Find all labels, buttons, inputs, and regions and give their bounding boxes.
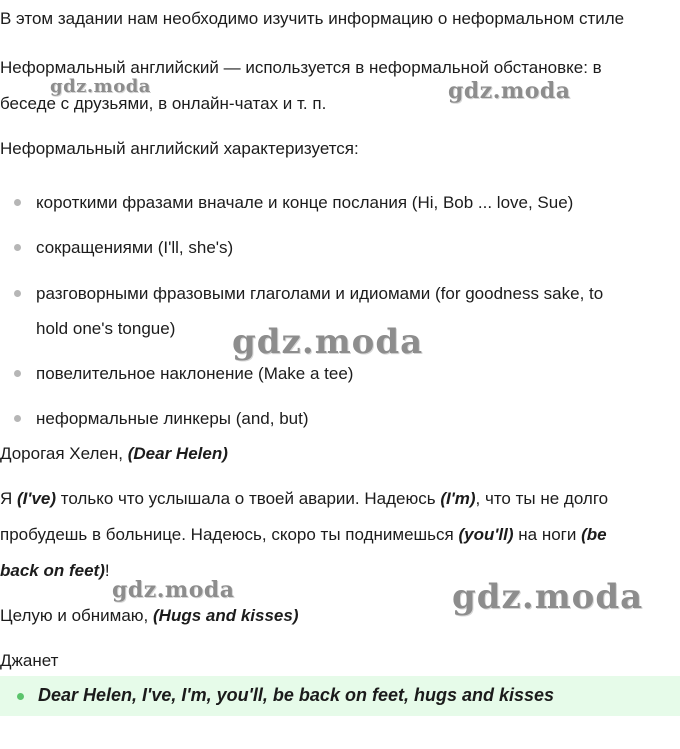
letter-text: пробудешь в больнице. Надеюсь, скоро ты поднимешься <box>0 525 454 544</box>
letter-line-3 <box>0 561 110 581</box>
list-item: неформальные линкеры (and, but) <box>36 409 309 428</box>
letter-text: Я <box>0 489 13 508</box>
greeting-ru: Дорогая Хелен, <box>0 444 123 463</box>
intro-text <box>0 6 680 39</box>
list-item-continuation: hold one's tongue) <box>36 319 176 338</box>
definition-line-2: беседе с друзьями, в онлайн-чатах и т. п. <box>0 94 327 113</box>
closing-en: (Hugs and kisses) <box>153 606 299 625</box>
greeting-en: (Dear Helen) <box>127 444 228 463</box>
definition-line-1: Неформальный английский — используется в неформальной обстановке: в <box>0 58 602 77</box>
letter-translation: back on feet) <box>0 561 105 580</box>
watermark-logo: gdz.moda <box>112 577 235 603</box>
watermark-logo: gdz.moda <box>232 322 424 362</box>
list-bullet <box>14 415 21 422</box>
list-bullet <box>14 244 21 251</box>
characteristics-heading: Неформальный английский характеризуется: <box>0 139 359 158</box>
watermark-logo: gdz.moda <box>50 76 151 97</box>
watermark-logo: gdz.moda <box>448 78 571 104</box>
answer-bullet <box>17 693 24 700</box>
letter-translation: (you'll) <box>458 525 514 544</box>
list-bullet <box>14 370 21 377</box>
letter-translation: (I've) <box>17 489 57 508</box>
list-item: разговорными фразовыми глаголами и идиомами (for goodness sake, to <box>36 284 604 303</box>
letter-line-1 <box>0 489 608 509</box>
answer-box <box>0 676 680 716</box>
list-item: сокращениями (I'll, she's) <box>36 238 234 257</box>
watermark-logo: gdz.moda <box>452 577 644 617</box>
letter-translation: (I'm) <box>440 489 476 508</box>
answer-text: Dear Helen, I've, I'm, you'll, be back on feet, hugs and kisses <box>38 685 555 705</box>
intro-line-1: В этом задании нам необходимо изучить информацию о неформальном стиле <box>0 9 625 28</box>
letter-signature: Джанет <box>0 651 59 670</box>
letter-text: , что ты не долго <box>475 489 609 508</box>
letter-text: на ноги <box>518 525 577 544</box>
letter-text: ! <box>104 561 110 580</box>
list-item: повелительное наклонение (Make a tee) <box>36 364 354 383</box>
letter-greeting <box>0 444 228 464</box>
letter-text: только что услышала о твоей аварии. Надеюсь <box>60 489 436 508</box>
letter-line-2 <box>0 525 607 545</box>
list-item: короткими фразами вначале и конце послания (Hi, Bob ... love, Sue) <box>36 193 574 212</box>
list-bullet <box>14 290 21 297</box>
list-bullet <box>14 199 21 206</box>
closing-ru: Целую и обнимаю, <box>0 606 149 625</box>
letter-closing <box>0 606 299 626</box>
letter-translation: (be <box>581 525 607 544</box>
